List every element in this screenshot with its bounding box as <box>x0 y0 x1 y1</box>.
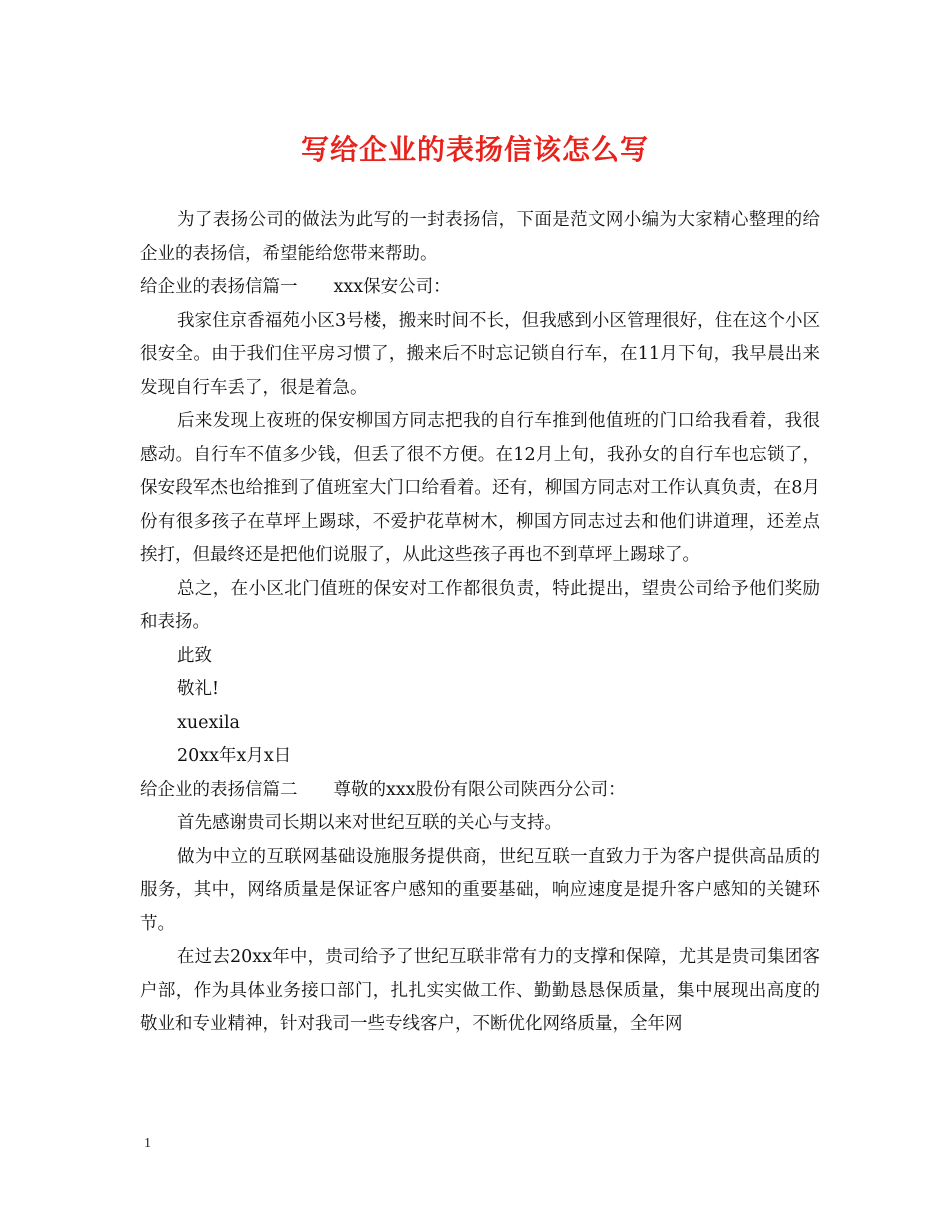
document-body <box>140 204 820 1042</box>
letter2-paragraph: 做为中立的互联网基础设施服务提供商，世纪互联一直致力于为客户提供高品质的服务，其中，网络质量是保证客户感知的重要基础，响应速度是提升客户感知的关键环节。 <box>140 846 820 934</box>
page-number: 1 <box>144 1136 151 1151</box>
letter1-closing-salutation: 此致 <box>177 645 212 666</box>
document-title: 写给企业的表扬信该怎么写 <box>300 133 649 166</box>
intro-paragraph: 为了表扬公司的做法为此写的一封表扬信，下面是范文网小编为大家精心整理的给企业的表扬信，希望能给您带来帮助。 <box>140 210 820 264</box>
letter2-salutation: 尊敬的xxx股份有限公司陕西分公司： <box>333 779 626 800</box>
letter1-signature: xuexila <box>177 712 240 733</box>
letter1-closing-regards: 敬礼! <box>177 679 220 699</box>
letter1-paragraph: 后来发现上夜班的保安柳国方同志把我的自行车推到他值班的门口给我看着，我很感动。自行车不值多少钱，但丢了很不方便。在12月上旬，我孙女的自行车也忘锁了，保安段军杰也给推到了值班室大门口给看着。还有，柳国方同志对工作认真负责，在8月份有很多孩子在草坪上踢球，不爱护花草树木，柳国方同志过去和他们讲道理，还差点挨打，但最终还是把他们说服了，从此这些孩子再也不到草坪上踢球了。 <box>140 411 820 565</box>
letter1-paragraph: 我家住京香福苑小区3号楼，搬来时间不长，但我感到小区管理很好，住在这个小区很安全。由于我们住平房习惯了，搬来后不时忘记锁自行车，在11月下旬，我早晨出来发现自行车丢了，很是着急。 <box>140 310 820 398</box>
letter1-heading <box>140 271 820 305</box>
letter1-paragraph: 总之，在小区北门值班的保安对工作都很负责，特此提出，望贵公司给予他们奖励和表扬。 <box>140 578 820 632</box>
letter1-date: 20xx年x月x日 <box>177 746 292 766</box>
letter2-heading <box>140 774 820 808</box>
letter2-heading-label: 给企业的表扬信篇二 <box>140 779 298 800</box>
letter2-paragraph: 首先感谢贵司长期以来对世纪互联的关心与支持。 <box>177 813 562 833</box>
letter1-salutation: xxx保安公司： <box>333 277 451 297</box>
letter1-heading-label: 给企业的表扬信篇一 <box>140 277 298 297</box>
letter2-paragraph: 在过去20xx年中，贵司给予了世纪互联非常有力的支撑和保障，尤其是贵司集团客户部，作为具体业务接口部门，扎扎实实做工作、勤勤恳恳保质量，集中展现出高度的敬业和专业精神，针对我司一些专线客户，不断优化网络质量，全年网 <box>140 947 820 1034</box>
